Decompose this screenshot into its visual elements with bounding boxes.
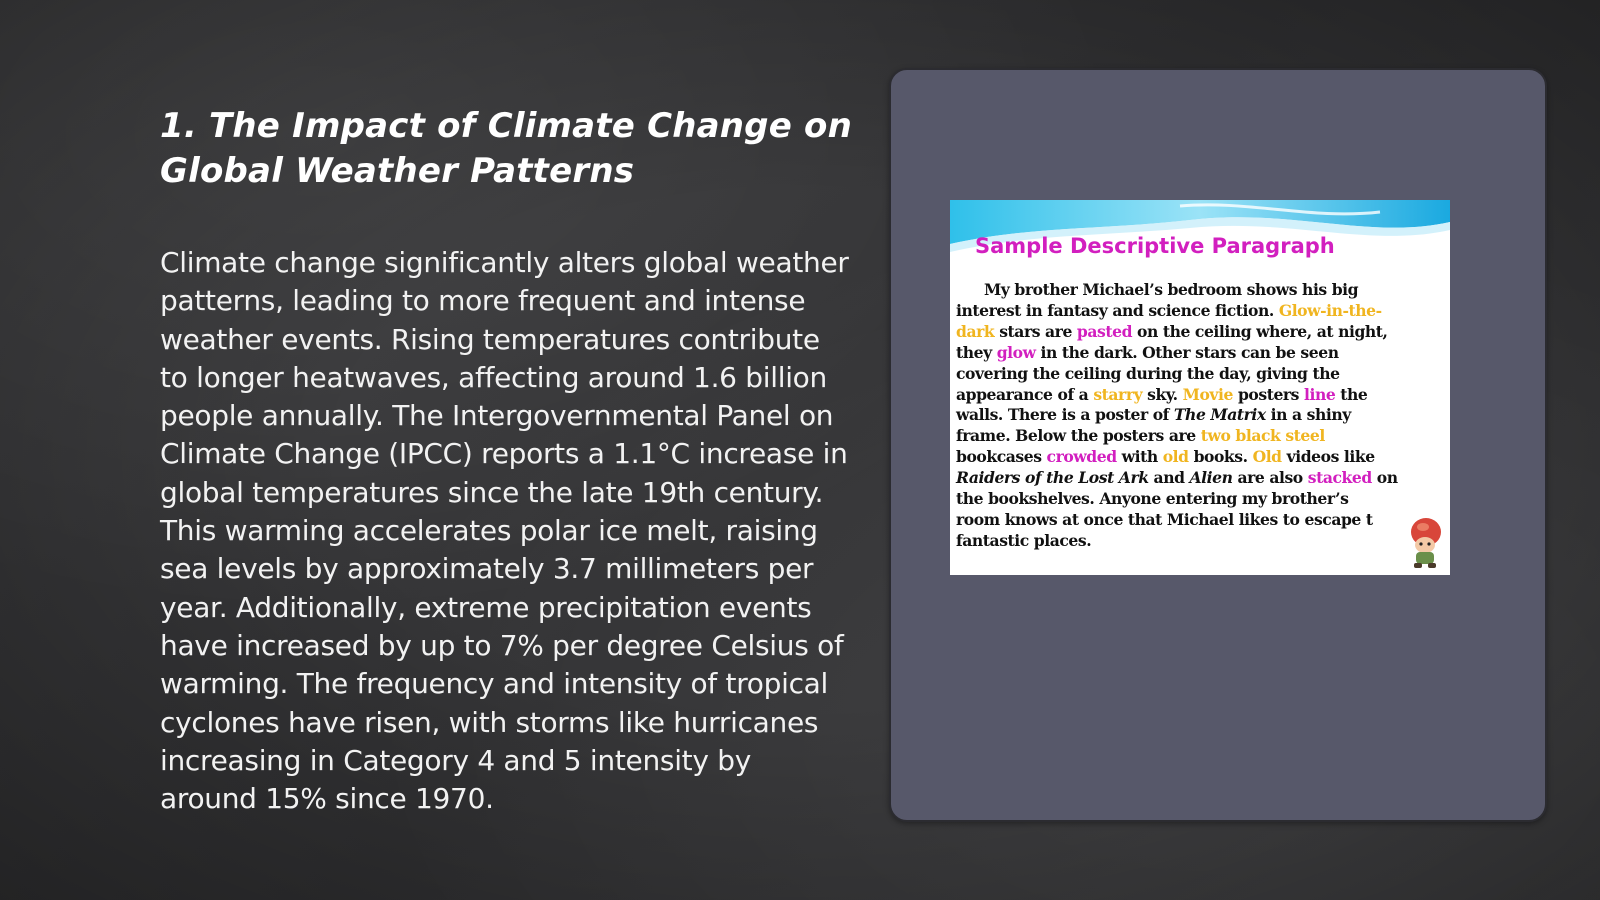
paragraph-line [956, 343, 1444, 364]
paragraph-segment: sky. [1142, 384, 1183, 404]
paragraph-line [956, 301, 1444, 322]
paragraph-segment: old [1162, 447, 1189, 467]
paragraph-segment: Raiders of the Lost Ark [956, 468, 1149, 488]
paragraph-segment: covering the ceiling during the day, giving the [956, 363, 1340, 383]
paragraph-segment: appearance of a [956, 384, 1094, 404]
paragraph-segment: and [1148, 468, 1190, 488]
paragraph-line [956, 489, 1444, 510]
paragraph-segment: fantastic places. [956, 530, 1092, 550]
paragraph-segment: walls. There is a poster of [956, 405, 1174, 425]
paragraph-segment: frame. Below the posters are [956, 426, 1201, 446]
paragraph-segment: My brother Michael’s bedroom shows his big [984, 280, 1359, 299]
paragraph-segment: are also [1232, 468, 1308, 488]
sample-paragraph [956, 280, 1444, 552]
paragraph-line [956, 447, 1444, 468]
paragraph-segment: room knows at once that Michael likes to escape t [956, 509, 1373, 529]
paragraph-line [956, 531, 1444, 552]
paragraph-segment: they [956, 342, 997, 362]
sample-paragraph-image [950, 200, 1450, 575]
paragraph-line [956, 385, 1444, 406]
paragraph-segment: glow [996, 342, 1036, 362]
paragraph-line [956, 510, 1444, 531]
paragraph-line [956, 426, 1444, 447]
paragraph-line [956, 405, 1444, 426]
paragraph-segment: dark [956, 321, 995, 341]
paragraph-segment: interest in fantasy and science fiction. [956, 300, 1279, 320]
paragraph-segment: videos like [1281, 447, 1375, 467]
paragraph-segment: the [1335, 384, 1368, 404]
paragraph-segment: Glow-in-the- [1278, 300, 1382, 320]
paragraph-segment: bookcases [956, 447, 1047, 467]
paragraph-segment: Alien [1189, 468, 1233, 488]
paragraph-segment: line [1304, 384, 1336, 404]
slide-title: 1. The Impact of Climate Change on Global Weather Patterns [160, 106, 852, 191]
sample-heading: Sample Descriptive Paragraph [975, 234, 1335, 258]
paragraph-line [956, 280, 1444, 301]
paragraph-line [956, 322, 1444, 343]
paragraph-segment: two black steel [1200, 426, 1325, 446]
paragraph-segment: posters [1232, 384, 1304, 404]
paragraph-segment: in the dark. Other stars can be seen [1035, 342, 1339, 362]
paragraph-segment: the bookshelves. Anyone entering my brother’s [956, 489, 1349, 509]
paragraph-segment: starry [1093, 384, 1143, 404]
paragraph-segment: stacked [1307, 468, 1372, 488]
cartoon-character-icon [1402, 512, 1446, 570]
paragraph-line [956, 468, 1444, 489]
slide-body-text: Climate change significantly alters global weather patterns, leading to more frequent and intense weather events. Rising temperatures contribute to longer heatwaves, affecting around 1.6 billion people annually. The Intergovernmental Panel on Climate Change (IPCC) reports a 1.1°C increase in global temperatures since the late 19th century. This warming accelerates polar ice melt, raising sea levels by approximately 3.7 millimeters per year. Additionally, extreme precipitation events have increased by up to 7% per degree Celsius of warming. The frequency and intensity of tropical cyclones have risen, with storms like hurricanes increasing in Category 4 and 5 intensity by around 15% since 1970. [160, 246, 849, 816]
paragraph-segment: in a shiny [1265, 405, 1351, 425]
paragraph-segment: stars are [994, 321, 1077, 341]
paragraph-segment: pasted [1076, 321, 1133, 341]
paragraph-segment: crowded [1046, 447, 1117, 467]
paragraph-segment: Movie [1182, 384, 1233, 404]
paragraph-segment: books. [1188, 447, 1253, 467]
paragraph-segment: Old [1252, 447, 1282, 467]
paragraph-segment: on [1371, 468, 1398, 488]
paragraph-segment: on the ceiling where, at night, [1132, 321, 1388, 341]
paragraph-line [956, 364, 1444, 385]
paragraph-segment: with [1116, 447, 1163, 467]
paragraph-segment: The Matrix [1173, 405, 1266, 425]
